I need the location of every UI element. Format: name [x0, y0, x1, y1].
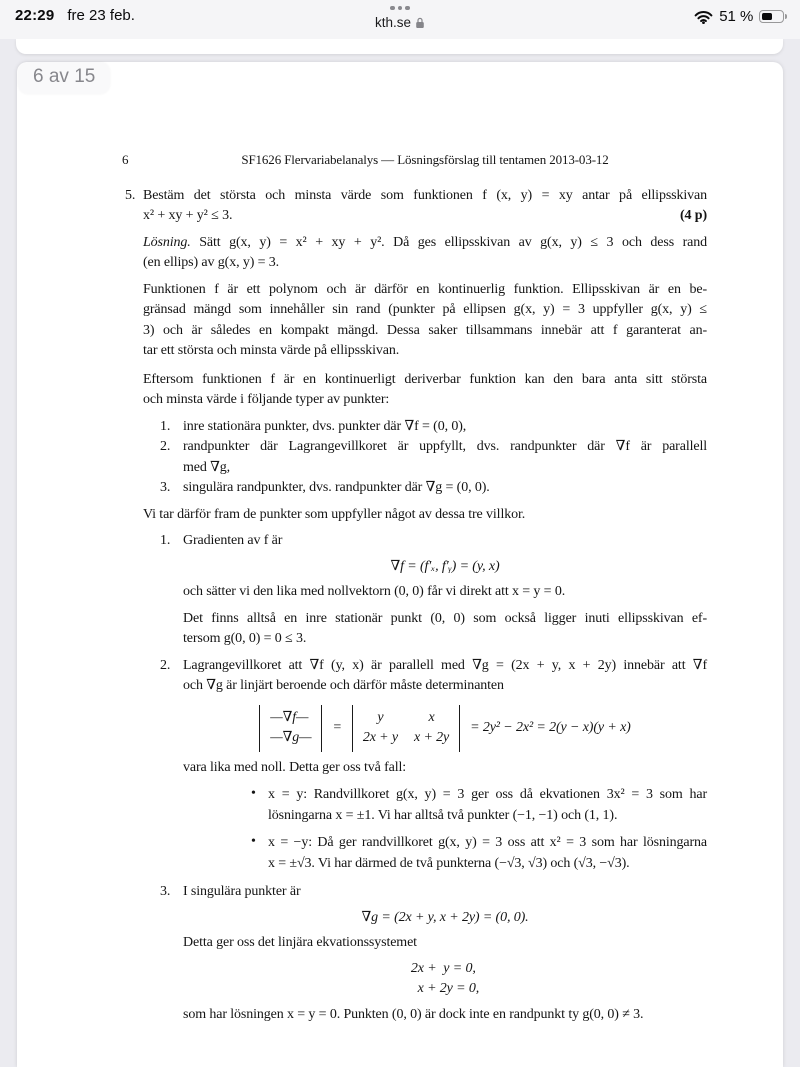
step-number: 2.: [160, 657, 171, 673]
previous-page-edge: [16, 39, 783, 54]
problem-points: (4 p): [679, 208, 707, 223]
step-line: Gradienten av f är: [183, 533, 283, 548]
paragraph-line: tar ett största och minsta värde på ellipsskivan.: [143, 343, 400, 358]
tabs-ellipsis-icon[interactable]: [390, 4, 410, 12]
matrix-cell: x: [428, 709, 435, 725]
case-line: lösningarna x = ±1. Vi har alltså två punkter (−1, −1) och (1, 1).: [268, 807, 618, 823]
matrix-cell: 2x + y: [362, 730, 398, 745]
equation-system: [183, 959, 707, 1000]
list-item: [160, 437, 707, 478]
battery-icon: [759, 10, 784, 23]
step-number: 1.: [160, 533, 171, 548]
paragraph-line: Funktionen f är ett polynom och är därför en kontinuerlig funktion. Ellipsskivan är en be-: [143, 281, 707, 297]
running-title: SF1626 Flervariabelanalys — Lösningsförslag till tentamen 2013-03-12: [241, 152, 609, 167]
battery-nub: [785, 14, 787, 19]
case-line: x = ±√3. Vi har därmed de två punkterna (−√3, √3) och (√3, −√3).: [268, 855, 630, 871]
system-line: 2x + y = 0,: [410, 960, 476, 976]
solution-step-2: [160, 656, 707, 875]
step-line: Lagrangevillkoret att ∇f (y, x) är parallell med ∇g = (2x + y, x + 2y) innebär att ∇f: [183, 657, 707, 673]
nabla-matrix: [259, 705, 322, 752]
list-number: 2.: [160, 439, 171, 454]
paragraph-line: Eftersom funktionen f är en kontinuerligt deriverbar funktion kan den bara anta sitt största: [143, 371, 707, 387]
equals-sign: =: [332, 719, 342, 735]
page-number: 6: [122, 152, 129, 167]
solution-step-1: [160, 531, 707, 650]
matrix-row: —∇f—: [270, 709, 309, 725]
list-number: 1.: [160, 418, 171, 434]
component-matrix: [352, 705, 460, 752]
solution-intro-text: Sätt g(x, y) = x² + xy + y². Då ges ellipsskivan av g(x, y) ≤ 3 och dess rand: [190, 234, 707, 250]
status-bar: [0, 0, 800, 39]
step-line: vara lika med noll. Detta ger oss två fall:: [183, 759, 407, 775]
problem-statement-line: x² + xy + y² ≤ 3.: [143, 208, 233, 223]
list-line: randpunkter där Lagrangevillkoret är uppfyllt, dvs. randpunkter där ∇f är parallell: [183, 439, 707, 454]
solution-intro-line: (en ellips) av g(x, y) = 3.: [143, 255, 280, 270]
list-number: 3.: [160, 480, 171, 495]
pdf-page[interactable]: [17, 62, 783, 1067]
problem-5: [125, 186, 707, 1026]
case-line: x = y: Randvillkoret g(x, y) = 3 ger oss då ekvationen 3x² = 3 som har: [268, 787, 707, 802]
clock: 22:29: [15, 7, 55, 24]
paragraph-line: 3) och är således en kompakt mängd. Dessa saker tillsammans innebär att f garanterat an-: [143, 322, 707, 338]
problem-number: 5.: [125, 187, 136, 203]
solution-step-3: [160, 882, 707, 1025]
paragraph-deriverbar: [143, 370, 707, 411]
matrix-cell: y: [377, 709, 384, 725]
page-indicator: [18, 62, 110, 94]
step-line: Det finns alltså en inre stationär punkt (0, 0) som också ligger inuti ellipsskivan ef-: [183, 610, 707, 626]
problem-statement-line: Bestäm det största och minsta värde som funktionen f (x, y) = xy antar på ellipsskivan: [143, 187, 707, 203]
address-bar[interactable]: [375, 15, 425, 30]
determinant-result: = 2y² − 2x² = 2(y − x)(y + x): [470, 719, 631, 735]
matrix-cell: x + 2y: [413, 730, 450, 745]
lock-icon: [415, 17, 425, 29]
step-line: Detta ger oss det linjära ekvationssystemet: [183, 935, 417, 950]
battery-percent: 51 %: [719, 8, 754, 25]
case-x-equals-minus-y: [251, 833, 707, 874]
document-content: [17, 62, 783, 1067]
point-type-list: [143, 417, 707, 499]
page-indicator-label: 6 av 15: [33, 66, 96, 87]
paragraph-kompakt: [143, 280, 707, 362]
step-line: och ∇g är linjärt beroende och därför måste determinanten: [183, 678, 504, 693]
system-line: x + 2y = 0,: [410, 981, 480, 996]
solution-intro-line: [143, 233, 707, 254]
solution-label: Lösning.: [143, 234, 191, 250]
list-item: [160, 478, 707, 499]
date: fre 23 feb.: [67, 7, 135, 24]
singular-equation: ∇g = (2x + y, x + 2y) = (0, 0).: [361, 909, 529, 925]
bullet-icon: •: [251, 786, 256, 801]
step-line: och sätter vi den lika med nollvektorn (0, 0) får vi direkt att x = y = 0.: [183, 584, 566, 599]
list-line: inre stationära punkter, dvs. punkter där ∇f = (0, 0),: [183, 418, 467, 434]
wifi-icon: [694, 10, 713, 24]
determinant-equation: [183, 705, 707, 752]
step-line: I singulära punkter är: [183, 884, 301, 899]
step-line: som har lösningen x = y = 0. Punkten (0, 0) är dock inte en randpunkt ty g(0, 0) ≠ 3.: [183, 1006, 644, 1022]
document-header: [122, 150, 707, 171]
case-x-equals-y: [251, 785, 707, 826]
bullet-icon: •: [251, 834, 256, 849]
paragraph-line: och minsta värde i följande typer av punkter:: [143, 392, 390, 407]
matrix-row: —∇g—: [270, 730, 312, 745]
list-line: med ∇g,: [183, 459, 231, 475]
step-line: tersom g(0, 0) = 0 ≤ 3.: [183, 631, 307, 646]
villkor-line: Vi tar därför fram de punkter som uppfyller något av dessa tre villkor.: [143, 506, 526, 522]
case-line: x = −y: Då ger randvillkoret g(x, y) = 3 oss att x² = 3 som har lösningarna: [268, 835, 707, 850]
list-line: singulära randpunkter, dvs. randpunkter där ∇g = (0, 0).: [183, 480, 490, 495]
paragraph-line: gränsad mängd som innehåller sin rand (punkter på ellipsen g(x, y) = 3 uppfyller g(x, y) ≤: [143, 302, 707, 317]
gradient-equation: ∇f = (f′ₓ, f′ᵧ) = (y, x): [390, 558, 500, 574]
list-item: [160, 417, 707, 438]
step-number: 3.: [160, 884, 171, 899]
site-domain: kth.se: [374, 15, 412, 30]
